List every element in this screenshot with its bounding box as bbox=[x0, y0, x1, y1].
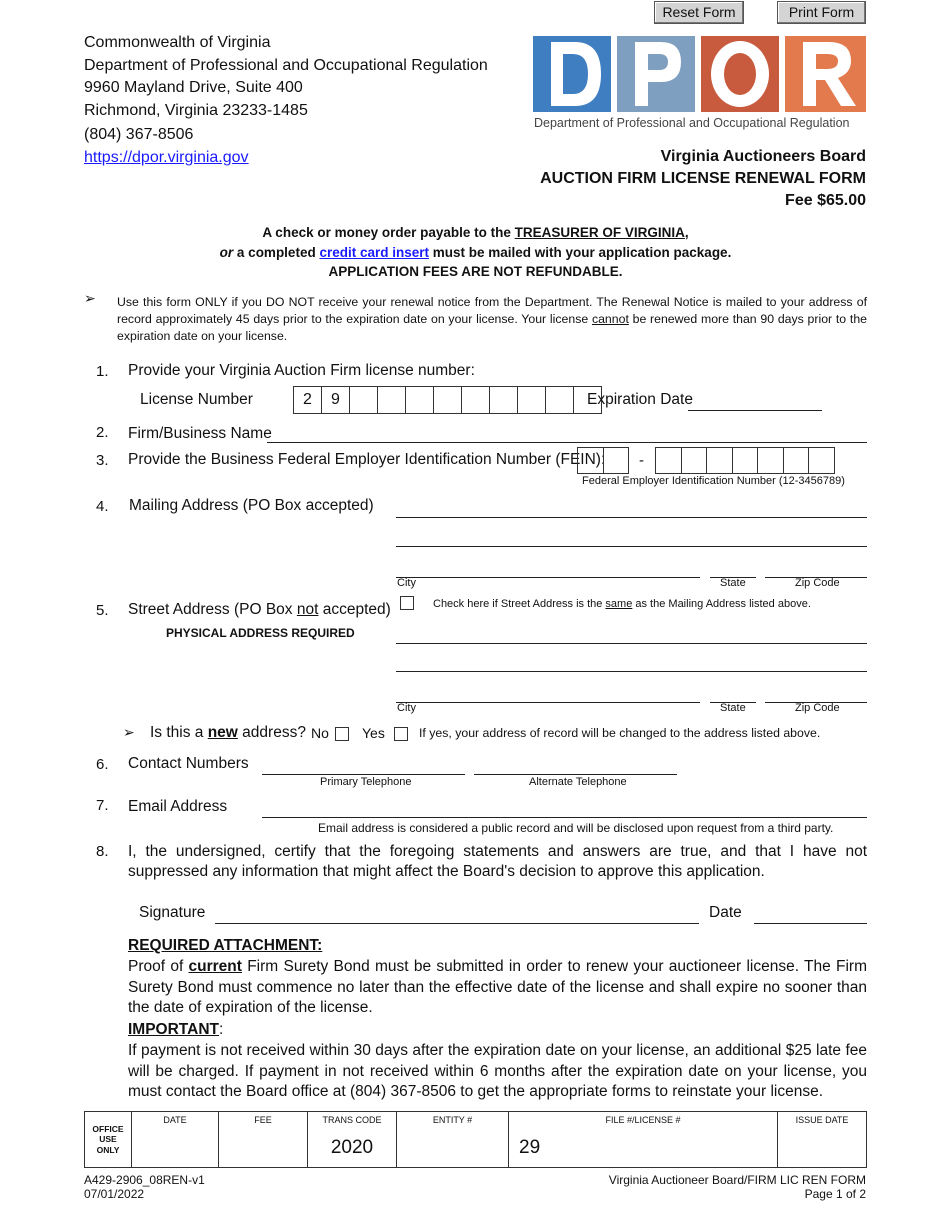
office-use2: USE bbox=[99, 1134, 117, 1145]
agency-line1: Commonwealth of Virginia bbox=[84, 34, 271, 51]
same-post: as the Mailing Address listed above. bbox=[632, 598, 811, 610]
credit-card-insert-link[interactable]: credit card insert bbox=[319, 244, 429, 260]
agency-line3: 9960 Mayland Drive, Suite 400 bbox=[84, 79, 303, 96]
new-address-no-checkbox[interactable] bbox=[335, 727, 349, 741]
primary-phone-field[interactable] bbox=[262, 774, 465, 775]
office-use1: OFFICE bbox=[92, 1123, 124, 1134]
alternate-phone-field[interactable] bbox=[474, 774, 677, 775]
q5-not: not bbox=[296, 601, 319, 618]
logo-caption: Department of Professional and Occupational Regulation bbox=[534, 116, 850, 130]
office-entity-cell bbox=[397, 1112, 509, 1168]
agency-phone: (804) 367-8506 bbox=[84, 126, 194, 143]
instructions-text bbox=[117, 294, 867, 345]
office-trans-code-cell bbox=[308, 1112, 397, 1168]
notice-text-2: a completed bbox=[233, 244, 320, 260]
same-u: same bbox=[605, 598, 633, 610]
new-address-yes-checkbox[interactable] bbox=[394, 727, 408, 741]
form-heading bbox=[540, 146, 866, 212]
form-title: AUCTION FIRM LICENSE RENEWAL FORM bbox=[540, 170, 866, 187]
q8-text: I, the undersigned, certify that the foregoing statements and answers are true, and that I have not suppressed any information that might affect the Board's decision to approve this application. bbox=[128, 843, 867, 880]
board-name: Virginia Auctioneers Board bbox=[660, 148, 866, 165]
expiration-date-field[interactable] bbox=[688, 410, 822, 411]
fein-digit-cell[interactable] bbox=[732, 447, 759, 474]
email-field[interactable] bbox=[262, 817, 867, 818]
license-digit-cell[interactable] bbox=[461, 386, 490, 414]
new-address-no-label: No bbox=[311, 725, 329, 741]
reset-form-button[interactable]: Reset Form bbox=[654, 1, 744, 24]
page-number: Page 1 of 2 bbox=[804, 1187, 866, 1201]
license-digit-cell[interactable] bbox=[489, 386, 518, 414]
street-address-line1[interactable] bbox=[396, 643, 867, 644]
mailing-address-line1[interactable] bbox=[396, 517, 867, 518]
payment-notice bbox=[84, 223, 867, 282]
license-digit-cell[interactable]: 9 bbox=[321, 386, 350, 414]
agency-website-link[interactable]: https://dpor.virginia.gov bbox=[84, 148, 249, 166]
attach-post: Firm Surety Bond must be submitted in order to renew your auctioneer license. The Firm Surety Bond must commence no later than the effective date of the license and shall expire no sooner than the date of expiration of the license. bbox=[128, 958, 867, 1016]
print-form-button[interactable]: Print Form bbox=[777, 1, 866, 24]
expiration-date-label: Expiration Date bbox=[587, 391, 693, 408]
required-attachment-title: REQUIRED ATTACHMENT: bbox=[128, 937, 323, 954]
fein-digit-cell[interactable] bbox=[603, 447, 630, 474]
q7-text: Email Address bbox=[128, 798, 228, 815]
attach-current: current bbox=[188, 958, 242, 975]
fein-digit-cell[interactable] bbox=[808, 447, 835, 474]
license-digit-cell[interactable] bbox=[349, 386, 378, 414]
mailing-city-field[interactable] bbox=[396, 577, 700, 578]
office-date-cell bbox=[132, 1112, 219, 1168]
mailing-address-line2[interactable] bbox=[396, 546, 867, 547]
q6-number: 6. bbox=[96, 756, 109, 773]
email-note: Email address is considered a public record and will be disclosed upon request from a third party. bbox=[318, 821, 834, 835]
same-pre: Check here if Street Address is the bbox=[433, 598, 606, 610]
q2-number: 2. bbox=[96, 424, 109, 441]
notice-text: A check or money order payable to the bbox=[262, 225, 515, 240]
notice-text-3: must be mailed with your application package. bbox=[429, 244, 732, 260]
notice-or: or bbox=[219, 244, 234, 260]
signature-date-field[interactable] bbox=[754, 923, 867, 924]
important-title bbox=[128, 1021, 223, 1039]
footer-right bbox=[609, 1173, 866, 1201]
q1-text: Provide your Virginia Auction Firm license number: bbox=[128, 362, 475, 379]
agency-line2: Department of Professional and Occupational Regulation bbox=[84, 56, 488, 74]
instr-part1: Use this form ONLY if you DO NOT receive your renewal notice from the Department. The Renewal Notice is mailed to your address of record approximately 45 days prior to the expiration date on your license. Your license bbox=[117, 295, 867, 326]
file-license-value: 29 bbox=[519, 1137, 541, 1158]
new-bold: new bbox=[207, 724, 238, 741]
office-issue-date-cell bbox=[778, 1112, 867, 1168]
license-digit-cell[interactable] bbox=[545, 386, 574, 414]
instruction-arrow: ➢ bbox=[84, 290, 96, 306]
important-word: IMPORTANT bbox=[128, 1021, 219, 1038]
street-state-label: State bbox=[720, 702, 746, 714]
firm-name-field[interactable] bbox=[267, 442, 867, 443]
footer-form-title: Virginia Auctioneer Board/FIRM LIC REN FORM bbox=[608, 1173, 866, 1187]
new-pre: Is this a bbox=[150, 724, 208, 741]
license-digit-cell[interactable] bbox=[405, 386, 434, 414]
new-address-note: If yes, your address of record will be changed to the address listed above. bbox=[419, 726, 821, 740]
street-city-label: City bbox=[397, 702, 416, 714]
treasurer-text: TREASURER OF VIRGINIA bbox=[514, 225, 685, 240]
form-code: A429-2906_08REN-v1 bbox=[84, 1173, 205, 1187]
notice-comma: , bbox=[684, 225, 689, 240]
office-file-license-cell bbox=[509, 1112, 778, 1168]
q4-text: Mailing Address (PO Box accepted) bbox=[129, 497, 374, 514]
office-use-table bbox=[84, 1111, 867, 1168]
important-colon: : bbox=[218, 1021, 224, 1038]
footer-left bbox=[84, 1173, 205, 1201]
mailing-city-label: City bbox=[397, 577, 416, 589]
q1-number: 1. bbox=[96, 363, 109, 380]
q5-number: 5. bbox=[96, 602, 109, 619]
license-digit-cell[interactable] bbox=[517, 386, 546, 414]
fein-digit-cell[interactable] bbox=[757, 447, 784, 474]
license-digit-cell[interactable]: 2 bbox=[293, 386, 322, 414]
q2-text: Firm/Business Name bbox=[128, 425, 272, 442]
instr-part2: be renewed more than 90 days prior to the expiration date on your license. bbox=[117, 312, 867, 343]
office-use3: ONLY bbox=[96, 1144, 120, 1155]
signature-field[interactable] bbox=[215, 923, 699, 924]
agency-line4: Richmond, Virginia 23233-1485 bbox=[84, 101, 308, 119]
fein-digit-cell[interactable] bbox=[783, 447, 810, 474]
office-trans-code-header: TRANS CODE bbox=[322, 1115, 382, 1125]
street-zip-label: Zip Code bbox=[795, 702, 840, 714]
license-digit-cell[interactable] bbox=[433, 386, 462, 414]
q5-text-post: accepted) bbox=[318, 601, 391, 618]
important-text: If payment is not received within 30 days after the expiration date on your license, an additional $25 late fee will be charged. If payment in not received within 6 months after the expiration date on your license, you must contact the Board office at (804) 367-8506 to get the appropriate forms to reinstate your license. bbox=[128, 1042, 867, 1100]
license-number-label: License Number bbox=[140, 391, 253, 408]
q3-text: Provide the Business Federal Employer Identification Number (FEIN): bbox=[128, 451, 606, 468]
form-fee: Fee $65.00 bbox=[785, 192, 866, 209]
q5-text-pre: Street Address (PO Box bbox=[128, 601, 297, 618]
fein-dash: - bbox=[639, 452, 644, 469]
primary-phone-label: Primary Telephone bbox=[320, 776, 412, 788]
office-fee-cell bbox=[219, 1112, 308, 1168]
fees-not-refundable: APPLICATION FEES ARE NOT REFUNDABLE. bbox=[328, 264, 623, 279]
fein-digit-cell[interactable] bbox=[577, 447, 604, 474]
physical-address-required: PHYSICAL ADDRESS REQUIRED bbox=[166, 626, 355, 640]
q5-text bbox=[128, 601, 391, 619]
mailing-state-label: State bbox=[720, 577, 746, 589]
same-address-text bbox=[433, 598, 811, 610]
signature-date-label: Date bbox=[709, 904, 742, 921]
office-file-license-header: FILE #/LICENSE # bbox=[605, 1115, 681, 1125]
q8-number: 8. bbox=[96, 843, 109, 860]
office-issue-date-header: ISSUE DATE bbox=[795, 1115, 849, 1125]
alternate-phone-label: Alternate Telephone bbox=[529, 776, 627, 788]
dpor-logo bbox=[533, 36, 866, 132]
office-date-header: DATE bbox=[163, 1115, 187, 1125]
attach-pre: Proof of bbox=[128, 958, 189, 975]
fein-digit-cell[interactable] bbox=[681, 447, 708, 474]
same-address-checkbox[interactable] bbox=[400, 596, 414, 610]
mailing-zip-label: Zip Code bbox=[795, 577, 840, 589]
office-use-only-label bbox=[85, 1112, 132, 1168]
q4-number: 4. bbox=[96, 498, 109, 515]
agency-address bbox=[84, 32, 488, 169]
street-city-field[interactable] bbox=[396, 702, 700, 703]
office-entity-header: ENTITY # bbox=[432, 1115, 473, 1125]
license-digit-cell[interactable] bbox=[377, 386, 406, 414]
required-attachment-text bbox=[128, 957, 867, 1019]
q7-number: 7. bbox=[96, 797, 109, 814]
new-address-question bbox=[150, 724, 306, 742]
fein-digit-cell[interactable] bbox=[706, 447, 733, 474]
signature-label: Signature bbox=[139, 904, 206, 921]
instr-cannot: cannot bbox=[591, 312, 629, 326]
q6-text: Contact Numbers bbox=[128, 755, 249, 772]
new-address-arrow: ➢ bbox=[123, 724, 135, 740]
q3-number: 3. bbox=[96, 452, 109, 469]
office-fee-header: FEE bbox=[254, 1115, 272, 1125]
street-address-line2[interactable] bbox=[396, 671, 867, 672]
form-date: 07/01/2022 bbox=[84, 1187, 145, 1201]
new-post: address? bbox=[237, 724, 306, 741]
trans-code-value: 2020 bbox=[330, 1137, 374, 1158]
fein-digit-cell[interactable] bbox=[655, 447, 682, 474]
new-address-yes-label: Yes bbox=[362, 725, 385, 741]
fein-caption: Federal Employer Identification Number (12-3456789) bbox=[582, 475, 845, 487]
